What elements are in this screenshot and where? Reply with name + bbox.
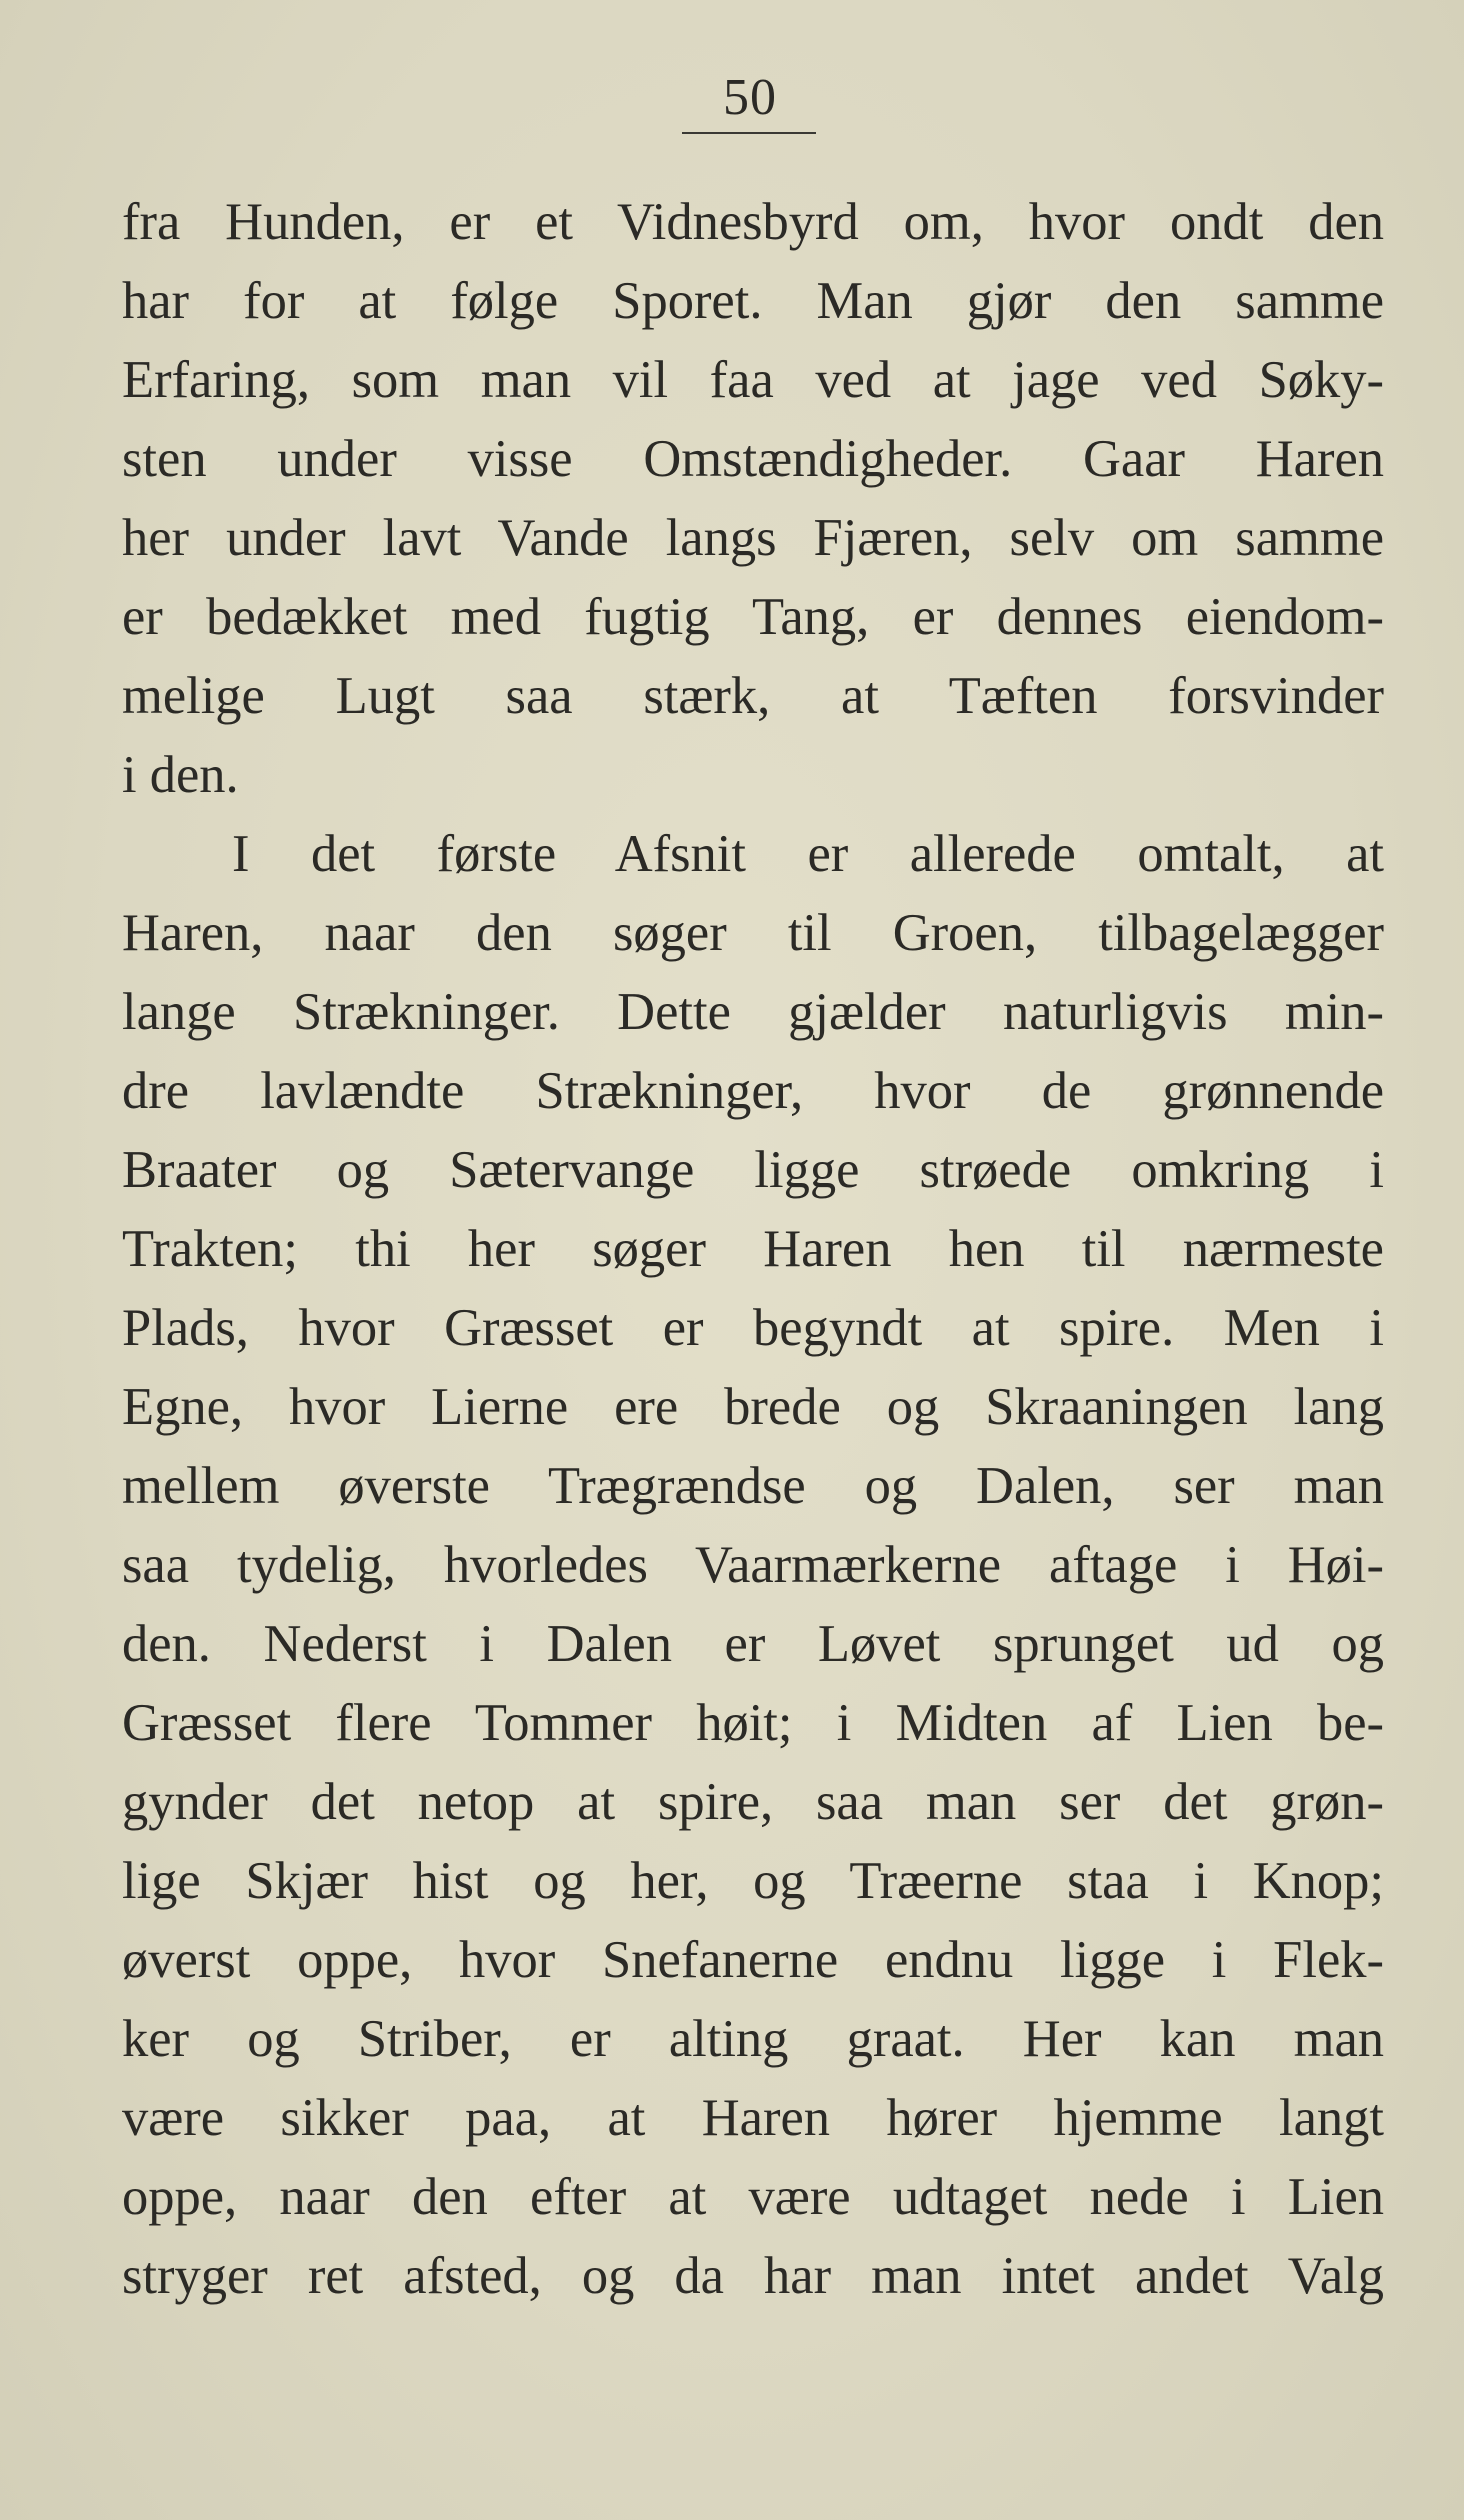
text-line: her under lavt Vande langs Fjæren, selv om samme [122, 509, 1384, 567]
text-line: I det første Afsnit er allerede omtalt, at [232, 825, 1384, 883]
text-line: Plads, hvor Græsset er begyndt at spire. Men i [122, 1299, 1384, 1357]
text-line: øverst oppe, hvor Snefanerne endnu ligge i Flek- [122, 1931, 1384, 1989]
text-line: har for at følge Sporet. Man gjør den samme [122, 272, 1384, 330]
text-line: lange Strækninger. Dette gjælder naturligvis min- [122, 983, 1384, 1041]
text-line: er bedækket med fugtig Tang, er dennes eiendom- [122, 588, 1384, 646]
text-line: mellem øverste Trægrændse og Dalen, ser man [122, 1457, 1384, 1515]
text-line: sten under visse Omstændigheder. Gaar Haren [122, 430, 1384, 488]
text-line: Braater og Sætervange ligge strøede omkring i [122, 1141, 1384, 1199]
text-line: Egne, hvor Lierne ere brede og Skraaningen lang [122, 1378, 1384, 1436]
text-line: stryger ret afsted, og da har man intet andet Valg [122, 2247, 1384, 2305]
page-number-underline [682, 132, 816, 134]
text-line: lige Skjær hist og her, og Træerne staa i Knop; [122, 1852, 1384, 1910]
text-line: Græsset flere Tommer høit; i Midten af Lien be- [122, 1694, 1384, 1752]
text-line: den. Nederst i Dalen er Løvet sprunget ud og [122, 1615, 1384, 1673]
text-line: være sikker paa, at Haren hører hjemme langt [122, 2089, 1384, 2147]
text-line: oppe, naar den efter at være udtaget nede i Lien [122, 2168, 1384, 2226]
text-line: saa tydelig, hvorledes Vaarmærkerne aftage i Høi- [122, 1536, 1384, 1594]
text-line: fra Hunden, er et Vidnesbyrd om, hvor ondt den [122, 193, 1384, 251]
text-line: Trakten; thi her søger Haren hen til nærmeste [122, 1220, 1384, 1278]
text-line: Haren, naar den søger til Groen, tilbagelægger [122, 904, 1384, 962]
text-line: dre lavlændte Strækninger, hvor de grønnende [122, 1062, 1384, 1120]
text-line: Erfaring, som man vil faa ved at jage ved Søky- [122, 351, 1384, 409]
text-line: i den. [122, 746, 239, 804]
text-line: melige Lugt saa stærk, at Tæften forsvinder [122, 667, 1384, 725]
page-number: 50 [723, 69, 777, 126]
text-line: ker og Striber, er alting graat. Her kan man [122, 2010, 1384, 2068]
text-line: gynder det netop at spire, saa man ser det grøn- [122, 1773, 1384, 1831]
